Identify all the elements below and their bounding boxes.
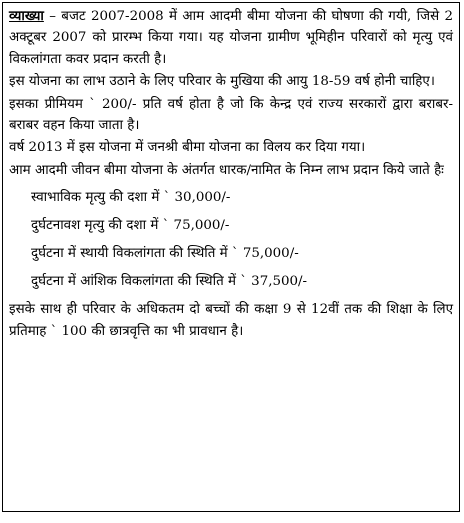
cut-off-next-line <box>2 515 460 523</box>
intro-paragraph <box>9 6 453 70</box>
document-box <box>2 2 460 512</box>
benefit-natural-death: स्वाभाविक मृत्यु की दशा में ` 30,000/- <box>31 190 231 206</box>
scholarship-paragraph: इसके साथ ही परिवार के अधिकतम दो बच्चों की कक्षा 9 से 12वीं तक की शिक्षा के लिए प्रतिमाह ` 100 की छात्रवृत्ति का भी प्रावधान है। <box>9 302 453 339</box>
eligibility-paragraph: इस योजना का लाभ उठाने के लिए परिवार के मुखिया की आयु 18-59 वर्ष होनी चाहिए। <box>9 74 435 90</box>
benefit-partial-disability: दुर्घटना में आंशिक विकलांगता की स्थिति में ` 37,500/- <box>31 274 308 290</box>
lead-word: व्याख्या <box>9 8 44 24</box>
merger-paragraph: वर्ष 2013 में इस योजना में जनश्री बीमा योजना का विलय कर दिया गया। <box>9 140 366 156</box>
intro-text: – बजट 2007-2008 में आम आदमी बीमा योजना की घोषणा की गयी, जिसे 2 अक्टूबर 2007 को प्रारम्भ किया गया। यह योजना ग्रामीण भूमिहीन परिवारों को मृत्यु एवं विकलांगता कवर प्रदान करती है। <box>9 9 453 67</box>
benefit-permanent-disability: दुर्घटना में स्थायी विकलांगता की स्थिति में ` 75,000/- <box>31 246 299 262</box>
premium-paragraph: इसका प्रीमियम ` 200/- प्रति वर्ष होता है जो कि केन्द्र एवं राज्य सरकारों द्वारा बराबर-बराबर वहन किया जाता है। <box>9 96 453 134</box>
benefit-list <box>9 184 453 296</box>
benefits-intro-paragraph: आम आदमी जीवन बीमा योजना के अंतर्गत धारक/नामित के निम्न लाभ प्रदान किये जाते हैः <box>9 162 444 178</box>
benefit-accidental-death: दुर्घटनावश मृत्यु की दशा में ` 75,000/- <box>31 218 230 234</box>
